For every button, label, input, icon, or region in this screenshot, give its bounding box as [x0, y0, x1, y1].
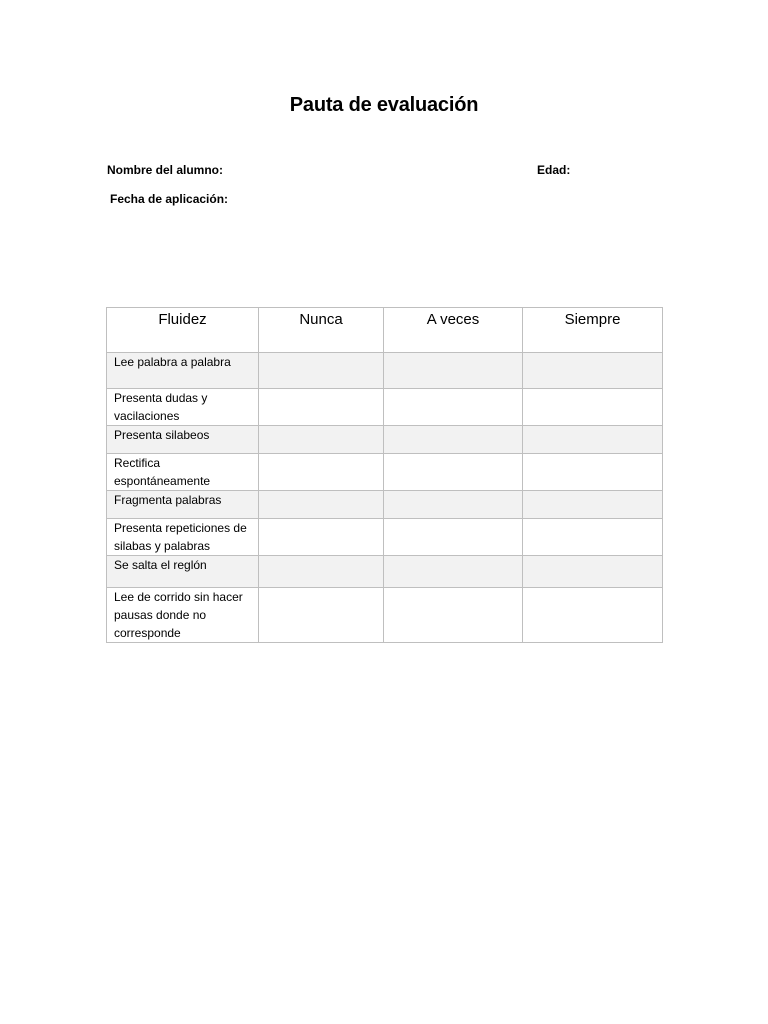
nunca-cell[interactable]: [259, 389, 384, 426]
application-date-label: Fecha de aplicación:: [110, 192, 229, 206]
siempre-cell[interactable]: [523, 491, 663, 519]
nunca-cell[interactable]: [259, 556, 384, 588]
evaluation-table: [106, 307, 663, 643]
header-fluidez: Fluidez: [107, 308, 259, 353]
a-veces-cell[interactable]: [384, 556, 523, 588]
siempre-cell[interactable]: [523, 353, 663, 389]
nunca-cell[interactable]: [259, 426, 384, 454]
a-veces-cell[interactable]: [384, 519, 523, 556]
table-row: [107, 491, 663, 519]
a-veces-cell[interactable]: [384, 426, 523, 454]
criterion-cell: Fragmenta palabras: [107, 491, 259, 519]
table-row: [107, 353, 663, 389]
nunca-cell[interactable]: [259, 588, 384, 643]
siempre-cell[interactable]: [523, 426, 663, 454]
nunca-cell[interactable]: [259, 519, 384, 556]
siempre-cell[interactable]: [523, 588, 663, 643]
criterion-cell: Lee palabra a palabra: [107, 353, 259, 389]
document-title: Pauta de evaluación: [289, 94, 479, 116]
nunca-cell[interactable]: [259, 491, 384, 519]
a-veces-cell[interactable]: [384, 353, 523, 389]
siempre-cell[interactable]: [523, 389, 663, 426]
table-row: [107, 454, 663, 491]
header-a-veces: A veces: [384, 308, 523, 353]
criterion-cell: Presenta silabeos: [107, 426, 259, 454]
a-veces-cell[interactable]: [384, 454, 523, 491]
criterion-cell: Lee de corrido sin hacer pausas donde no corresponde: [107, 588, 259, 643]
a-veces-cell[interactable]: [384, 588, 523, 643]
nunca-cell[interactable]: [259, 454, 384, 491]
criterion-cell: Presenta dudas y vacilaciones: [107, 389, 259, 426]
header-nunca: Nunca: [259, 308, 384, 353]
header-siempre: Siempre: [523, 308, 663, 353]
a-veces-cell[interactable]: [384, 491, 523, 519]
age-label: Edad:: [537, 163, 571, 177]
table-row: [107, 588, 663, 643]
criterion-cell: Presenta repeticiones de silabas y palabras: [107, 519, 259, 556]
a-veces-cell[interactable]: [384, 389, 523, 426]
siempre-cell[interactable]: [523, 556, 663, 588]
table-row: [107, 389, 663, 426]
siempre-cell[interactable]: [523, 454, 663, 491]
table-header-row: [107, 308, 663, 353]
criterion-cell: Se salta el reglón: [107, 556, 259, 588]
student-name-label: Nombre del alumno:: [107, 163, 224, 177]
siempre-cell[interactable]: [523, 519, 663, 556]
table-row: [107, 426, 663, 454]
nunca-cell[interactable]: [259, 353, 384, 389]
table-row: [107, 519, 663, 556]
criterion-cell: Rectifica espontáneamente: [107, 454, 259, 491]
table-row: [107, 556, 663, 588]
